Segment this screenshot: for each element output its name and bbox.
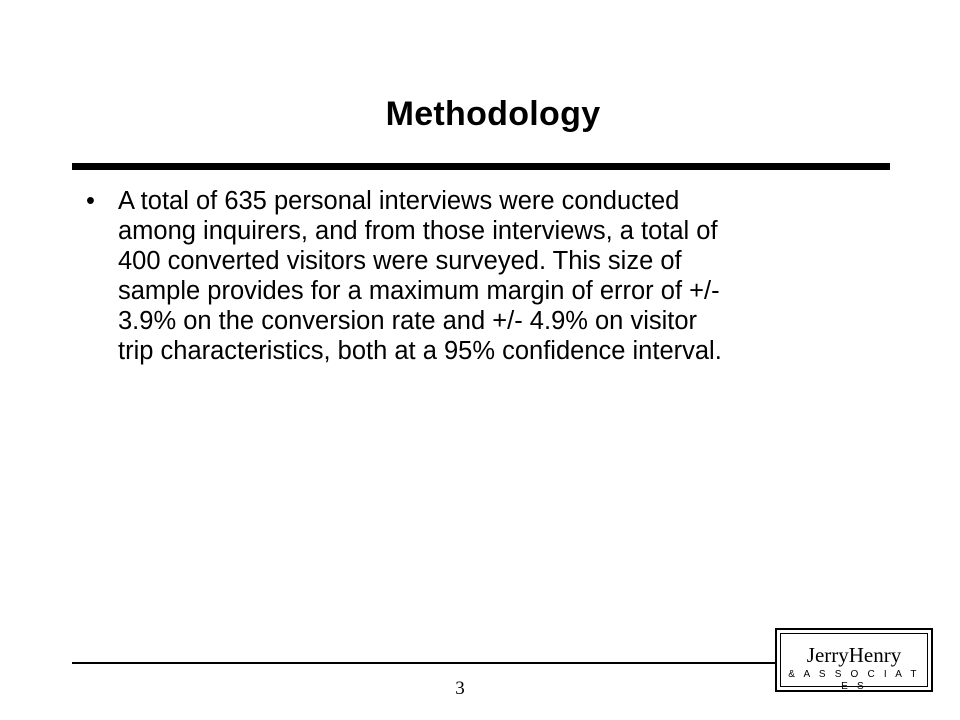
logo-inner-frame (780, 633, 928, 692)
bullet-text: A total of 635 personal interviews were conducted among inquirers, and from those interviews, a total of 400 converted visitors were surveyed. This size of sample provides for a maximum margin of error of +/- 3.9% on the conversion rate and +/- 4.9% on visitor trip characteristics, both at a 95% confidence interval. (118, 187, 722, 365)
bullet-item (82, 186, 882, 366)
footer-divider (72, 662, 775, 664)
company-logo (775, 628, 933, 692)
bullet-marker: • (86, 187, 95, 215)
slide-title: Methodology (385, 95, 601, 133)
bullet-list (82, 186, 882, 366)
logo-name: JerryHenry (806, 643, 902, 667)
title-divider (72, 163, 890, 170)
page-number: 3 (455, 678, 465, 699)
logo-subtitle: & A S S O C I A T E S (788, 669, 920, 692)
